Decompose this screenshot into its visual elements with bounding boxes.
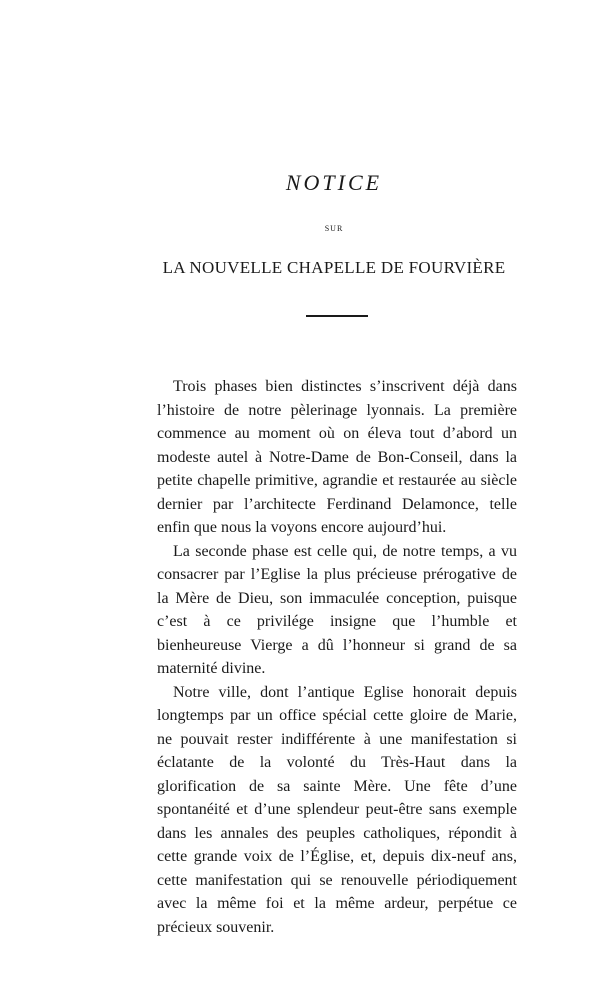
paragraph-2: La seconde phase est celle qui, de notre temps, a vu consacrer par l’Eglise la plus précieuse prérogative de la Mère de Dieu, son immaculée conception, puisque c’est à ce privilége insigne que l’humble et bienheureuse Vierge a dû l’honneur si grand de sa maternité divine. (157, 542, 517, 677)
paragraph-3: Notre ville, dont l’antique Eglise honorait depuis longtemps par un office spécial cette gloire de Marie, ne pouvait rester indifférente à une manifestation si éclatante de la volonté du Très-Haut dans la glorification de sa sainte Mère. Une fête d’une spontanéité et d’une splendeur peut-être sans exemple dans les annales des peuples catholiques, répondit à cette grande voix de l’Église, et, depuis dix-neuf ans, cette manifestation qui se renouvelle périodiquement avec la même foi et la même ardeur, perpétue ce précieux souvenir. (157, 683, 517, 936)
paragraph-1: Trois phases bien distinctes s’inscrivent déjà dans l’histoire de notre pèlerinage lyonnais. La première commence au moment où on éleva tout d’abord un modeste autel à Notre-Dame de Bon-Conseil, dans la petite chapelle primitive, agrandie et restaurée au siècle dernier par l’architecte Ferdinand Delamonce, telle enfin que nous la voyons encore aujourd’hui. (157, 378, 517, 536)
body-text (157, 375, 517, 939)
page-subtitle: LA NOUVELLE CHAPELLE DE FOURVIÈRE (162, 258, 506, 277)
title-connector: SUR (324, 224, 344, 233)
title-rule (306, 315, 368, 317)
page-title: NOTICE (285, 170, 383, 195)
